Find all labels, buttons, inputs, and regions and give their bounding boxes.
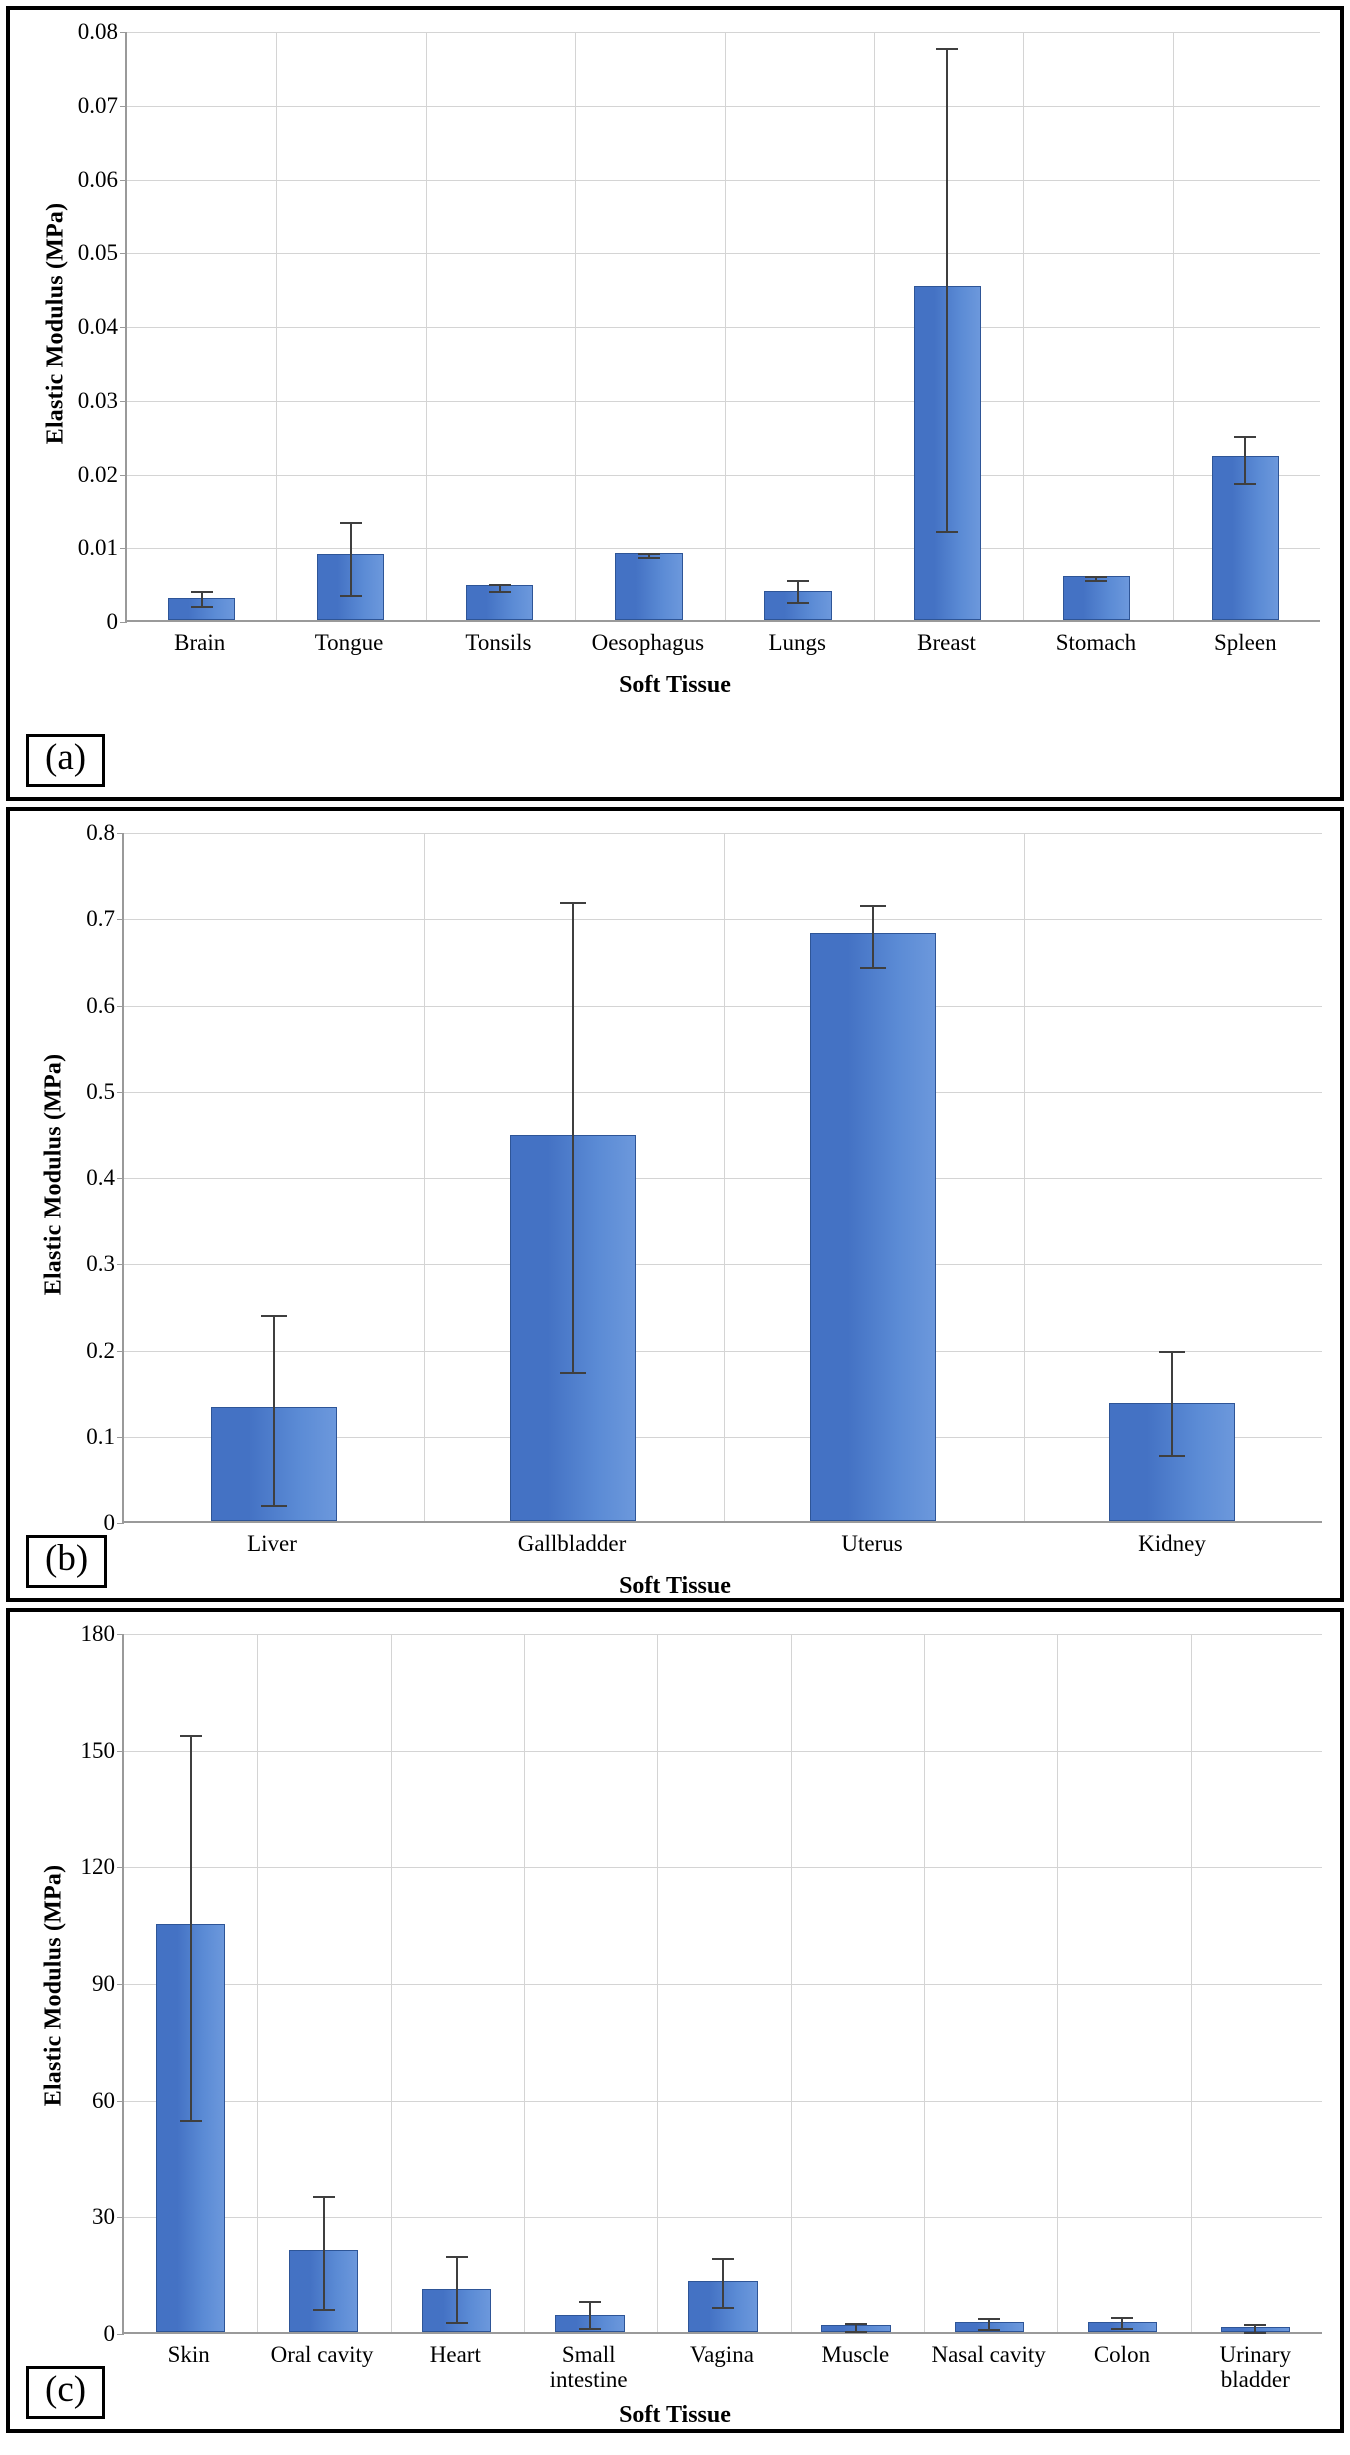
y-tick-mark — [120, 401, 127, 402]
chart-panel-b — [6, 807, 1344, 1602]
bar-group — [127, 32, 276, 620]
y-tick-label: 0.1 — [86, 1423, 115, 1449]
y-axis-label-a: Elastic Modulus (MPa) — [42, 202, 69, 445]
y-tick-label: 0 — [103, 2321, 115, 2346]
y-tick-label: 180 — [80, 1621, 115, 1646]
bar-group — [1171, 32, 1320, 620]
error-bar — [1244, 436, 1246, 482]
bar — [1063, 576, 1130, 620]
bar-group — [390, 1634, 523, 2332]
error-cap-lower — [1111, 2328, 1133, 2330]
panel-tag-c: (c) — [26, 2366, 105, 2419]
error-cap-lower — [860, 967, 886, 969]
error-cap-lower — [1244, 2332, 1266, 2334]
bar-group — [124, 833, 424, 1521]
bar-group — [1189, 1634, 1322, 2332]
x-axis-label-b: Soft Tissue — [619, 1573, 731, 1599]
y-tick-mark — [120, 106, 127, 107]
y-tick-mark — [117, 1092, 124, 1093]
error-cap-lower — [638, 557, 660, 559]
x-tick-label: Lungs — [768, 630, 826, 655]
chart-panel-a — [6, 6, 1344, 801]
x-tick-label: Muscle — [821, 2342, 890, 2367]
x-axis-label-a: Soft Tissue — [619, 672, 731, 698]
bar — [615, 553, 682, 620]
error-cap-lower — [261, 1505, 287, 1507]
y-axis-label-c: Elastic Modulus (MPa) — [40, 1864, 67, 2107]
bar-group — [276, 32, 425, 620]
bar-group — [873, 32, 1022, 620]
y-tick-mark — [117, 1634, 124, 1635]
y-tick-mark — [117, 1006, 124, 1007]
y-tick-label: 60 — [92, 2087, 115, 2113]
error-cap-upper — [936, 48, 958, 50]
error-cap-upper — [191, 591, 213, 593]
y-tick-mark — [117, 1867, 124, 1868]
y-tick-label: 0.05 — [77, 240, 118, 266]
bar-group — [656, 1634, 789, 2332]
y-tick-mark — [117, 2334, 124, 2335]
error-cap-lower — [313, 2309, 335, 2311]
y-tick-mark — [117, 2101, 124, 2102]
y-tick-label: 150 — [80, 1737, 115, 1763]
y-tick-mark — [117, 1523, 124, 1524]
y-tick-mark — [117, 1351, 124, 1352]
error-cap-upper — [638, 553, 660, 555]
bar-group — [257, 1634, 390, 2332]
x-tick-label: Tonsils — [465, 630, 532, 655]
bar-series — [124, 833, 1322, 1521]
x-axis-label-c: Soft Tissue — [619, 2402, 731, 2428]
x-tick-label: Oral cavity — [270, 2342, 374, 2367]
error-cap-lower — [978, 2329, 1000, 2331]
bar-group — [923, 1634, 1056, 2332]
error-cap-upper — [978, 2318, 1000, 2320]
y-tick-label: 0.01 — [77, 535, 118, 561]
y-tick-mark — [120, 253, 127, 254]
y-tick-label: 0.6 — [86, 992, 115, 1018]
bar-group — [1023, 833, 1323, 1521]
y-tick-label: 0.3 — [86, 1251, 115, 1277]
y-tick-label: 0.7 — [86, 906, 115, 932]
error-cap-lower — [446, 2322, 468, 2324]
y-tick-mark — [117, 919, 124, 920]
y-tick-label: 0.08 — [77, 19, 118, 44]
error-cap-upper — [340, 522, 362, 524]
error-cap-upper — [489, 584, 511, 586]
x-axis-category-labels-a — [125, 624, 1320, 670]
error-bar — [722, 2258, 724, 2307]
error-cap-lower — [787, 602, 809, 604]
y-tick-label: 0.02 — [77, 461, 118, 487]
error-cap-lower — [489, 591, 511, 593]
panel-tag-a: (a) — [26, 734, 105, 787]
bar-group — [723, 833, 1023, 1521]
error-bar — [350, 522, 352, 595]
panel-tag-b: (b) — [26, 1535, 107, 1588]
y-tick-mark — [117, 1984, 124, 1985]
y-tick-label: 0.5 — [86, 1078, 115, 1104]
error-cap-lower — [180, 2120, 202, 2122]
x-tick-label: Oesophagus — [591, 630, 705, 655]
figure-page — [0, 6, 1350, 2455]
y-tick-label: 0.8 — [86, 820, 115, 845]
error-cap-upper — [787, 580, 809, 582]
y-axis-label-b: Elastic Modulus (MPa) — [40, 1053, 67, 1296]
x-tick-label: Heart — [429, 2342, 481, 2367]
error-cap-upper — [1111, 2317, 1133, 2319]
bar-group — [124, 1634, 257, 2332]
error-cap-lower — [1085, 580, 1107, 582]
x-axis-category-labels-b — [122, 1525, 1322, 1571]
x-tick-label: Liver — [247, 1531, 297, 1556]
y-tick-mark — [117, 1264, 124, 1265]
error-cap-lower — [560, 1372, 586, 1374]
y-tick-mark — [120, 548, 127, 549]
x-tick-label: Stomach — [1055, 630, 1137, 655]
error-bar — [1171, 1351, 1173, 1455]
error-cap-upper — [180, 1735, 202, 1737]
bar-group — [523, 1634, 656, 2332]
error-cap-upper — [860, 905, 886, 907]
error-cap-lower — [1234, 483, 1256, 485]
y-tick-mark — [117, 1751, 124, 1752]
error-bar — [456, 2256, 458, 2322]
x-tick-label: Kidney — [1138, 1531, 1206, 1556]
error-bar — [190, 1735, 192, 2120]
error-cap-upper — [1159, 1351, 1185, 1353]
error-bar — [872, 905, 874, 966]
bar-group — [724, 32, 873, 620]
y-tick-label: 0.03 — [77, 387, 118, 413]
y-tick-mark — [117, 833, 124, 834]
bar-group — [574, 32, 723, 620]
chart-a — [10, 10, 1340, 797]
error-bar — [589, 2301, 591, 2328]
x-tick-label: Spleen — [1214, 630, 1277, 655]
x-tick-label: Gallbladder — [517, 1531, 627, 1556]
y-tick-label: 90 — [92, 1971, 115, 1996]
error-cap-upper — [261, 1315, 287, 1317]
error-cap-upper — [1085, 576, 1107, 578]
error-cap-upper — [1234, 436, 1256, 438]
error-cap-upper — [845, 2323, 867, 2325]
x-tick-label: Nasal cavity — [931, 2342, 1046, 2367]
bar-group — [790, 1634, 923, 2332]
error-bar — [572, 902, 574, 1372]
bar-group — [1056, 1634, 1189, 2332]
x-axis-category-labels-c — [122, 2336, 1322, 2408]
x-tick-label: Urinary bladder — [1219, 2342, 1292, 2392]
y-tick-label: 0 — [103, 1510, 115, 1535]
error-cap-lower — [712, 2307, 734, 2309]
error-cap-upper — [560, 902, 586, 904]
error-cap-upper — [313, 2196, 335, 2198]
y-tick-label: 0 — [106, 609, 118, 634]
y-tick-mark — [120, 180, 127, 181]
y-tick-label: 0.06 — [77, 166, 118, 192]
error-cap-upper — [446, 2256, 468, 2258]
error-cap-lower — [845, 2331, 867, 2333]
y-tick-label: 0.07 — [77, 92, 118, 118]
plot-area-c — [80, 1621, 1322, 2346]
error-cap-lower — [340, 595, 362, 597]
x-tick-label: Vagina — [690, 2342, 754, 2367]
x-tick-label: Small intestine — [549, 2342, 628, 2392]
bar-series — [124, 1634, 1322, 2332]
y-tick-label: 0.04 — [77, 314, 118, 339]
x-tick-label: Breast — [917, 630, 976, 655]
error-bar — [797, 580, 799, 602]
error-cap-upper — [712, 2258, 734, 2260]
plot-area-b — [86, 820, 1322, 1535]
y-tick-label: 0.2 — [86, 1337, 115, 1363]
error-bar — [323, 2196, 325, 2309]
y-tick-label: 120 — [80, 1854, 115, 1880]
error-cap-upper — [1244, 2324, 1266, 2326]
bar-group — [425, 32, 574, 620]
error-bar — [273, 1315, 275, 1505]
bar-group — [1022, 32, 1171, 620]
y-tick-label: 0.4 — [86, 1165, 115, 1190]
x-tick-label: Skin — [167, 2342, 210, 2367]
y-tick-mark — [120, 32, 127, 33]
chart-panel-c — [6, 1608, 1344, 2433]
error-bar — [946, 48, 948, 530]
error-cap-upper — [579, 2301, 601, 2303]
chart-b — [10, 811, 1340, 1598]
bar — [810, 933, 936, 1521]
error-bar — [201, 591, 203, 606]
y-tick-mark — [117, 1437, 124, 1438]
y-tick-mark — [120, 475, 127, 476]
error-cap-lower — [936, 531, 958, 533]
y-tick-mark — [117, 1178, 124, 1179]
x-tick-label: Tongue — [314, 630, 384, 655]
bar-series — [127, 32, 1320, 620]
x-tick-label: Colon — [1093, 2342, 1151, 2367]
plot-area-a — [77, 19, 1320, 634]
error-cap-lower — [1159, 1455, 1185, 1457]
error-cap-lower — [579, 2328, 601, 2330]
chart-c — [10, 1612, 1340, 2429]
y-tick-mark — [117, 2217, 124, 2218]
y-tick-mark — [120, 622, 127, 623]
x-tick-label: Brain — [174, 630, 226, 655]
bar-group — [424, 833, 724, 1521]
y-tick-mark — [120, 327, 127, 328]
error-cap-lower — [191, 606, 213, 608]
x-tick-label: Uterus — [841, 1531, 903, 1556]
y-tick-label: 30 — [92, 2204, 115, 2230]
